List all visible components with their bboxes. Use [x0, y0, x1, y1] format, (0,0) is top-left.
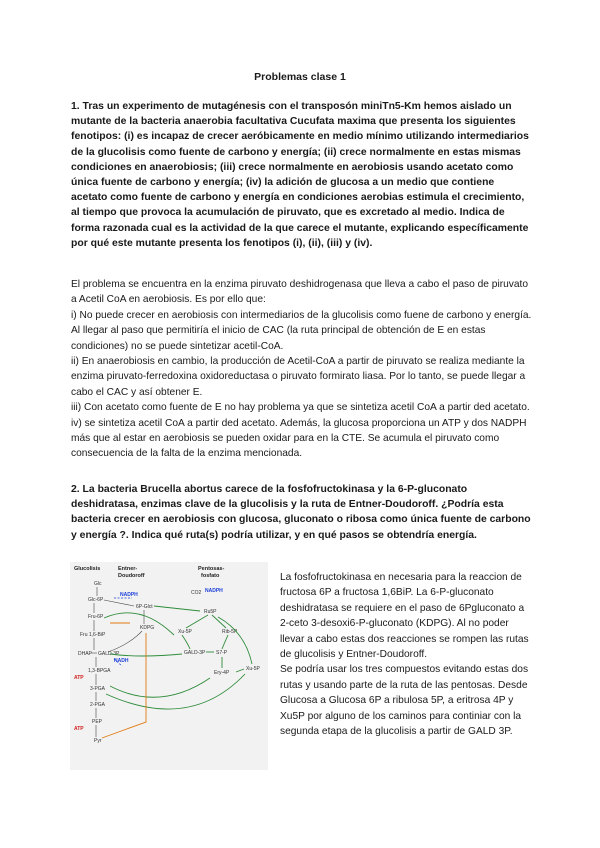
atp-label-2: ATP: [74, 726, 84, 732]
node-glc6p: Glc-6P: [88, 597, 104, 603]
node-13bpga: 1,3-BPGA: [88, 668, 111, 674]
node-pyr: Pyr: [94, 738, 102, 744]
header-entner: Entner-: [118, 566, 138, 572]
nadh-label: NADH: [114, 658, 129, 664]
node-kdpg: KDPG: [140, 625, 155, 631]
answer-2-paragraph-1: La fosfofructokinasa en necesaria para la reaccion de fructosa 6P a fructosa 1,6BiP. La 6-P-gluconato deshidratasa se requiere en el paso de 6Pgluconato a 2-ceto 3-desoxi6-P-gluconato (KDPG). Al no poder llevar a cabo estas dos reacciones se rompen las rutas de glucolisis y Entner-Doudoroff.: [280, 572, 529, 661]
answer-1-item-ii: ii) En anaerobiosis en cambio, la producción de Acetil-CoA a partir de piruvato se realiza mediante la enzima piruvato-ferredoxina oxidoreductasa o piruvato formirato liasa. Por lo tanto, se puede llegar a cabo el CAC y así obtener E.: [71, 356, 526, 398]
answer-1-item-i: i) No puede crecer en aerobiosis con intermediarios de la glucolisis como fuene de carbono y energía. Al llegar al paso que permitiría el inicio de CAC (la ruta principal de obtención de E en estas condiciones) no se puede sintetizar acetil-CoA.: [71, 309, 532, 352]
nadph-label-ppp: NADPH: [205, 588, 223, 594]
node-ery4p: Ery-4P: [214, 670, 230, 676]
node-3pga: 3-PGA: [90, 686, 106, 692]
node-gald3p: GALD-3P: [98, 651, 120, 657]
answer-2: [280, 570, 535, 739]
node-dhap: DHAP: [78, 651, 92, 657]
node-6pglct: 6P-Glct: [136, 604, 153, 610]
question-2: 2. La bacteria Brucella abortus carece de la fosfofructokinasa y la 6-P-gluconato deshidratasa, enzimas clave de la glucolisis y la ruta de Entner-Doudoroff. ¿Podría esta bacteria crecer en aerobiosis con glucosa, gluconato o ribosa como única fuente de carbono y energía ?. Indica qué ruta(s) podría utilizar, y en qué pasos se obtendría energía.: [71, 484, 531, 541]
answer-1-item-iii: iii) Con acetato como fuente de E no hay problema ya que se sintetiza acetil CoA a partir ded acetato.: [71, 402, 530, 414]
pathway-svg: [70, 562, 268, 770]
nadph-label-ed: NADPH: [120, 592, 138, 598]
header-glucolisis: Glucolisis: [74, 566, 101, 572]
node-fru6p: Fru-6P: [88, 614, 104, 620]
answer-1-item-iv: iv) se sintetiza acetil CoA a partir ded acetato. Además, la glucosa proporciona un ATP y dos NADPH más que al estar en aerobiosis se pueden oxidar para en la CTE. Se acumula el piruvato como consecuencia de la falta de la enzima mencionada.: [71, 417, 527, 460]
answer-2-paragraph-2: Se podría usar los tres compuestos evitando estas dos rutas y usando parte de la ruta de las pentosas. Desde Glucosa a Glucosa 6P a ribulosa 5P, a eritrosa 4P y Xu5P por alguno de los caminos para continiar con la segunda etapa de la glucolisis a partir de GALD 3P.: [280, 664, 529, 738]
node-xu5p-b: Xu-5P: [246, 666, 260, 672]
node-s7p: S7-P: [216, 650, 228, 656]
answer-1: [71, 277, 533, 462]
node-pep: PEP: [92, 719, 103, 725]
node-gald3p-ppp: GALD-3P: [184, 650, 206, 656]
node-xu5p-a: Xu-5P: [178, 629, 192, 635]
answer-1-paragraph: El problema se encuentra en la enzima piruvato deshidrogenasa que lleva a cabo el paso de piruvato a Acetil CoA en aerobiosis. Es por ello que:: [71, 279, 529, 306]
node-glc: Glc: [94, 581, 102, 587]
node-fru16bip: Fru 1,6-BiP: [80, 632, 106, 638]
header-fosfato: fosfato: [201, 573, 220, 579]
node-ru5p: Ru5P: [204, 609, 217, 615]
page-title: Problemas clase 1: [254, 71, 346, 83]
node-rib5p: Rib-5P: [222, 629, 238, 635]
header-doudoroff: Doudoroff: [118, 573, 145, 579]
question-1: 1. Tras un experimento de mutagénesis con el transposón miniTn5-Km hemos aislado un mutante de la bacteria anaerobia facultativa Cucufata maxima que presenta los siguientes fenotipos: (i) es incapaz de crecer aeróbicamente en medio mínimo utilizando intermediarios de la glucolisis como fuente de carbono y energía; (ii) crece normalmente en estas mismas condiciones en anaerobiosis; (iii) crece normalmente en aerobiosis usando acetato como única fuente de carbono y energía; (iv) la adición de glucosa a un medio que contiene acetato como fuente de carbono y energía en condiciones aerobias estimula el crecimiento, al tiempo que provoca la acumulación de piruvato, que es excretado al medio. Indica de forma razonada cual es la actividad de la que carece el mutante, explicando específicamente por qué este mutante presenta los fenotipos (i), (ii), (iii) y (iv).: [71, 101, 529, 249]
node-2pga: 2-PGA: [90, 702, 106, 708]
metabolic-pathway-diagram: [70, 562, 268, 770]
header-pentosas: Pentosas-: [198, 566, 225, 572]
node-co2: CO2: [191, 590, 202, 596]
atp-label-1: ATP: [74, 675, 84, 681]
